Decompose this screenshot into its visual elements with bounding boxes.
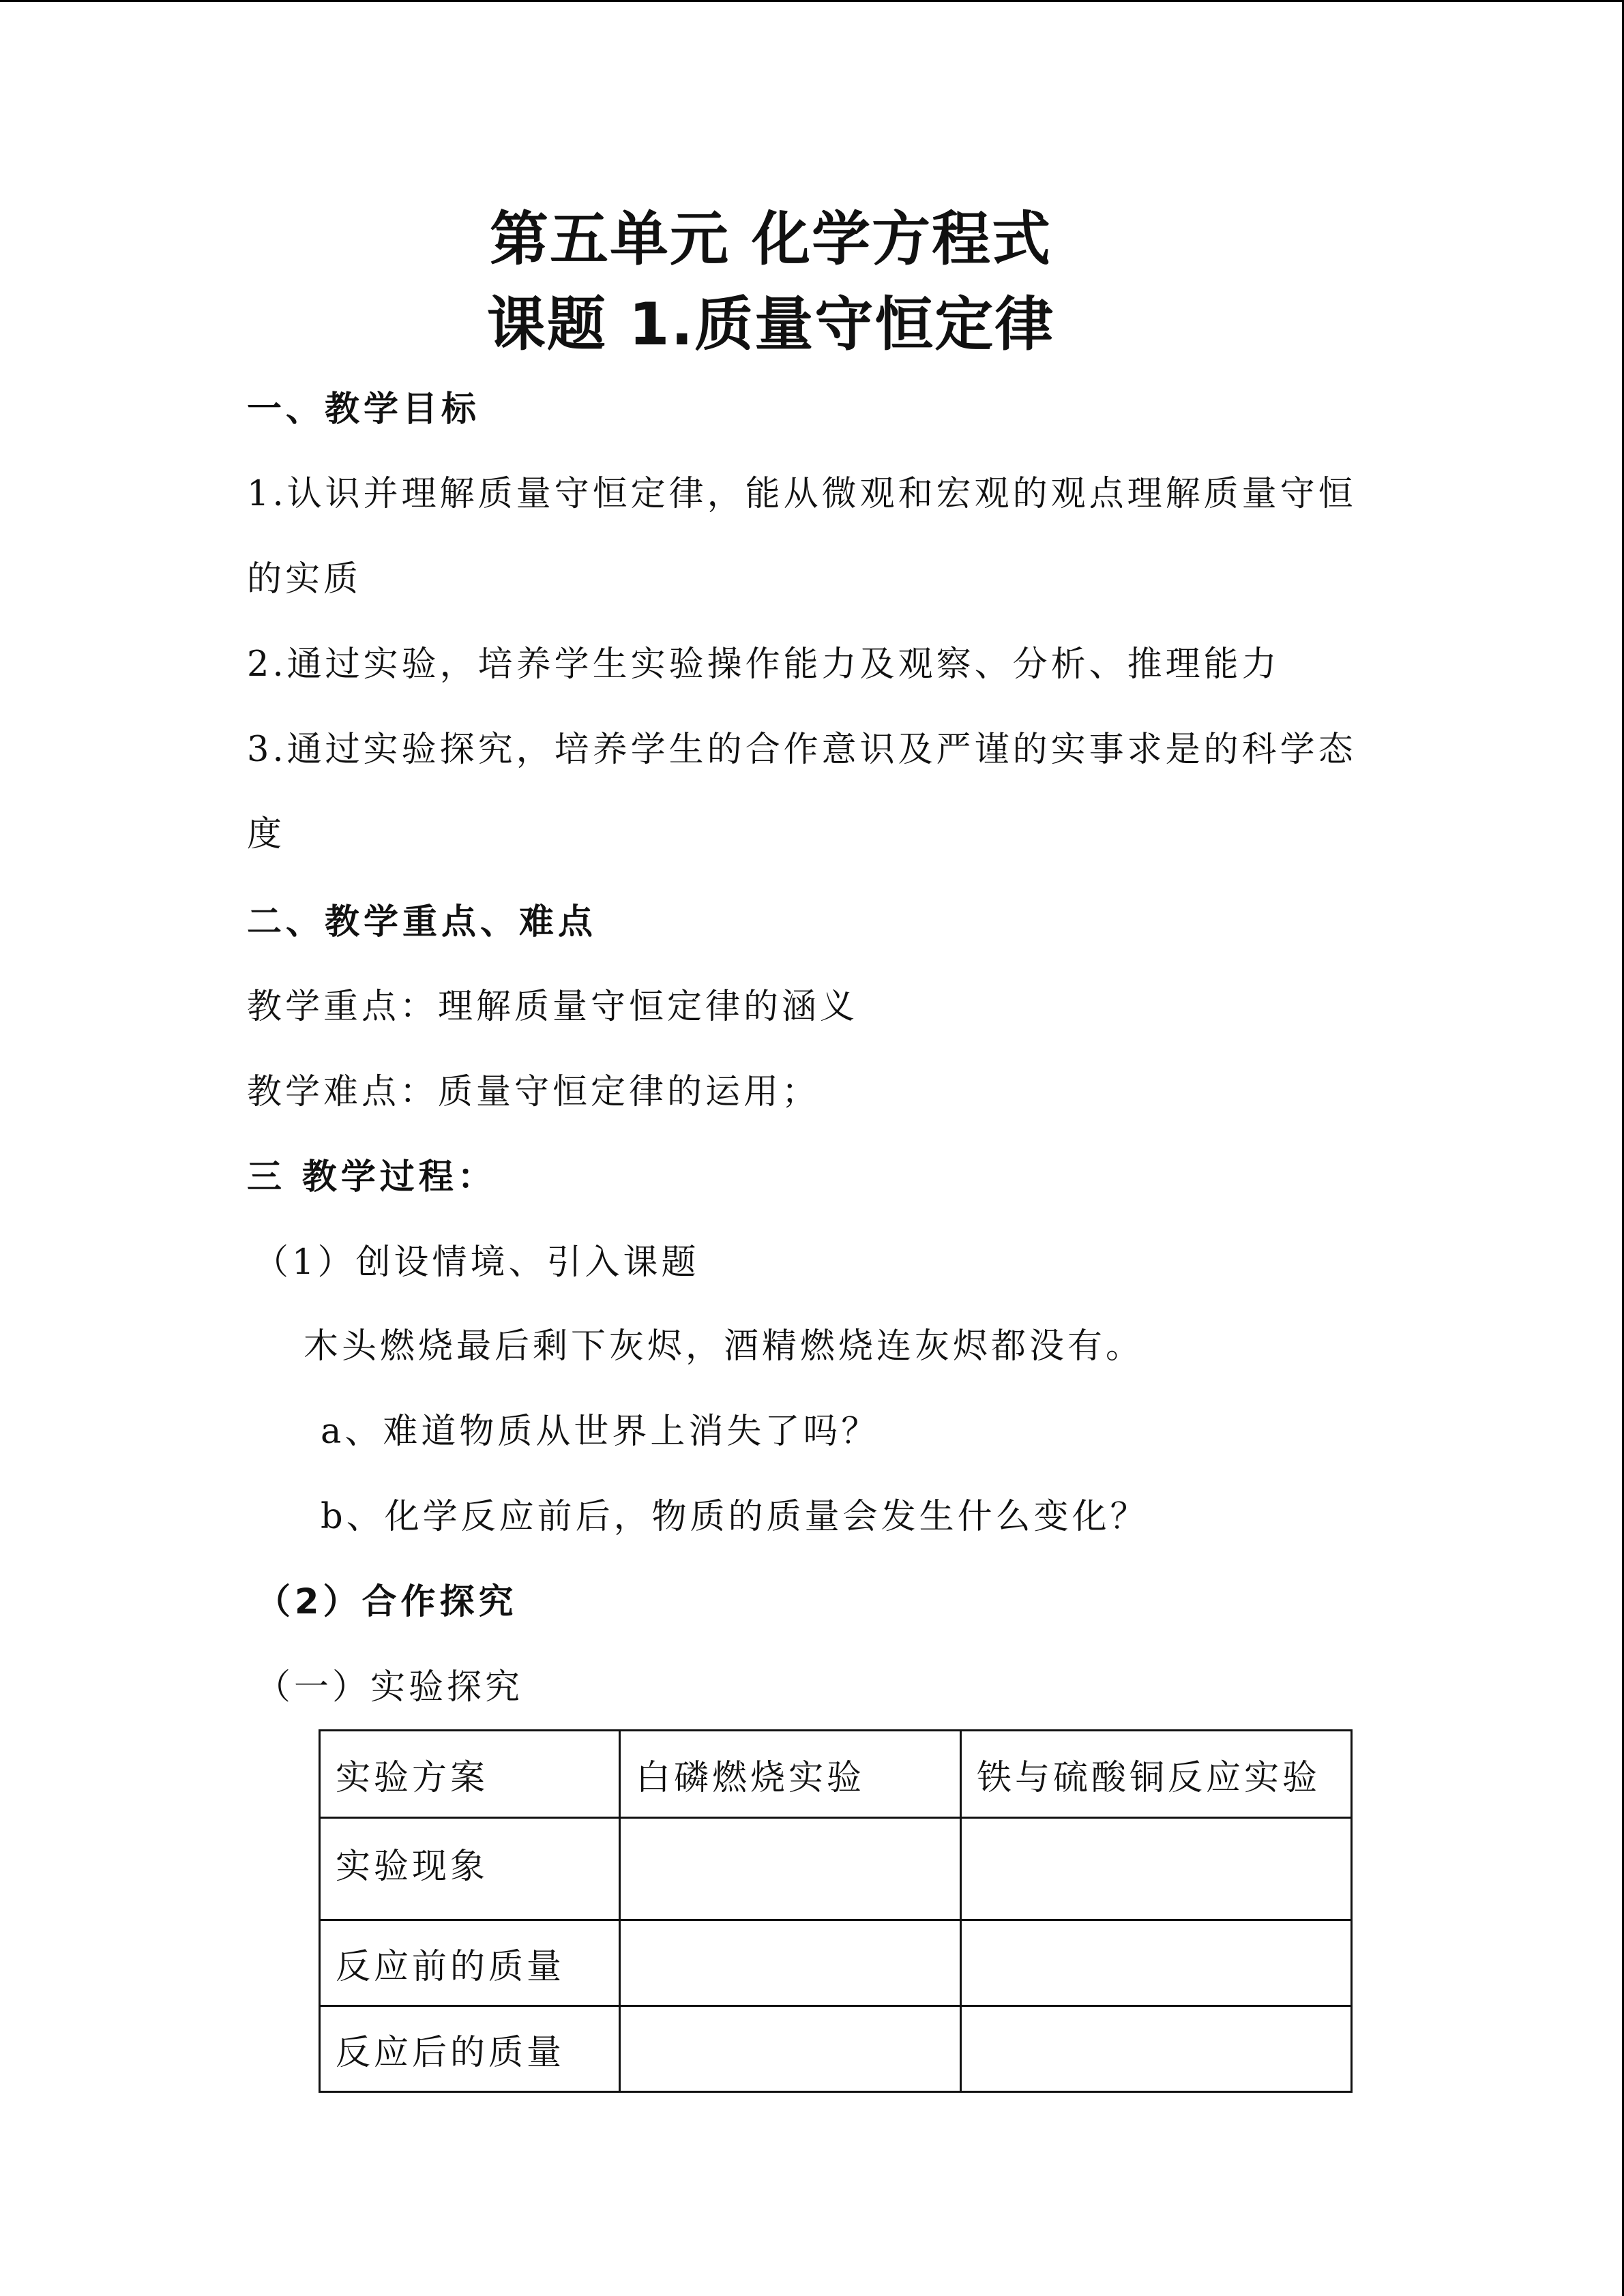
table-header-cell: 白磷燃烧实验 [620,1731,961,1818]
goal-2: 2.通过实验，培养学生实验操作能力及观察、分析、推理能力 [247,644,1280,685]
goal-1-line-2: 的实质 [247,559,362,599]
table-header-cell: 实验方案 [320,1731,620,1818]
experiment-table [319,1729,1353,2093]
table-cell [961,1920,1352,2006]
key-points-heading: 二、教学重点、难点 [247,902,597,942]
scenario-text: 木头燃烧最后剩下灰烬，酒精燃烧连灰烬都没有。 [304,1326,1145,1367]
table-cell [620,1920,961,2006]
table-cell [961,2006,1352,2092]
table-row [320,1818,1352,1920]
question-a: a、难道物质从世界上消失了吗？ [321,1412,880,1452]
table-row-label: 实验现象 [320,1818,620,1920]
table-header-row [320,1731,1352,1818]
step-1-heading: （1）创设情境、引入课题 [254,1242,700,1283]
table-header-cell: 铁与硫酸铜反应实验 [961,1731,1352,1818]
step-2-heading: （2）合作探究 [256,1582,518,1622]
process-heading: 三 教学过程： [247,1157,497,1197]
goal-1-line-1: 1.认识并理解质量守恒定律，能从微观和宏观的观点理解质量守恒 [247,474,1357,514]
table-row-label: 反应后的质量 [320,2006,620,2092]
table-cell [620,2006,961,2092]
table-row [320,1920,1352,2006]
table-row [320,2006,1352,2092]
table-cell [620,1818,961,1920]
key-point: 教学重点：理解质量守恒定律的涵义 [247,987,859,1027]
sub-heading-experiment: （一）实验探究 [256,1667,524,1708]
goal-3-line-1: 3.通过实验探究，培养学生的合作意识及严谨的实事求是的科学态 [247,730,1357,770]
question-b: b、化学反应前后，物质的质量会发生什么变化？ [321,1497,1149,1537]
difficult-point: 教学难点：质量守恒定律的运用； [247,1072,821,1112]
goals-heading: 一、教学目标 [247,389,481,430]
lesson-title: 课题 1.质量守恒定律 [486,290,1055,359]
table-row-label: 反应前的质量 [320,1920,620,2006]
unit-title: 第五单元 化学方程式 [490,205,1052,273]
goal-3-line-2: 度 [247,814,286,854]
table-cell [961,1818,1352,1920]
